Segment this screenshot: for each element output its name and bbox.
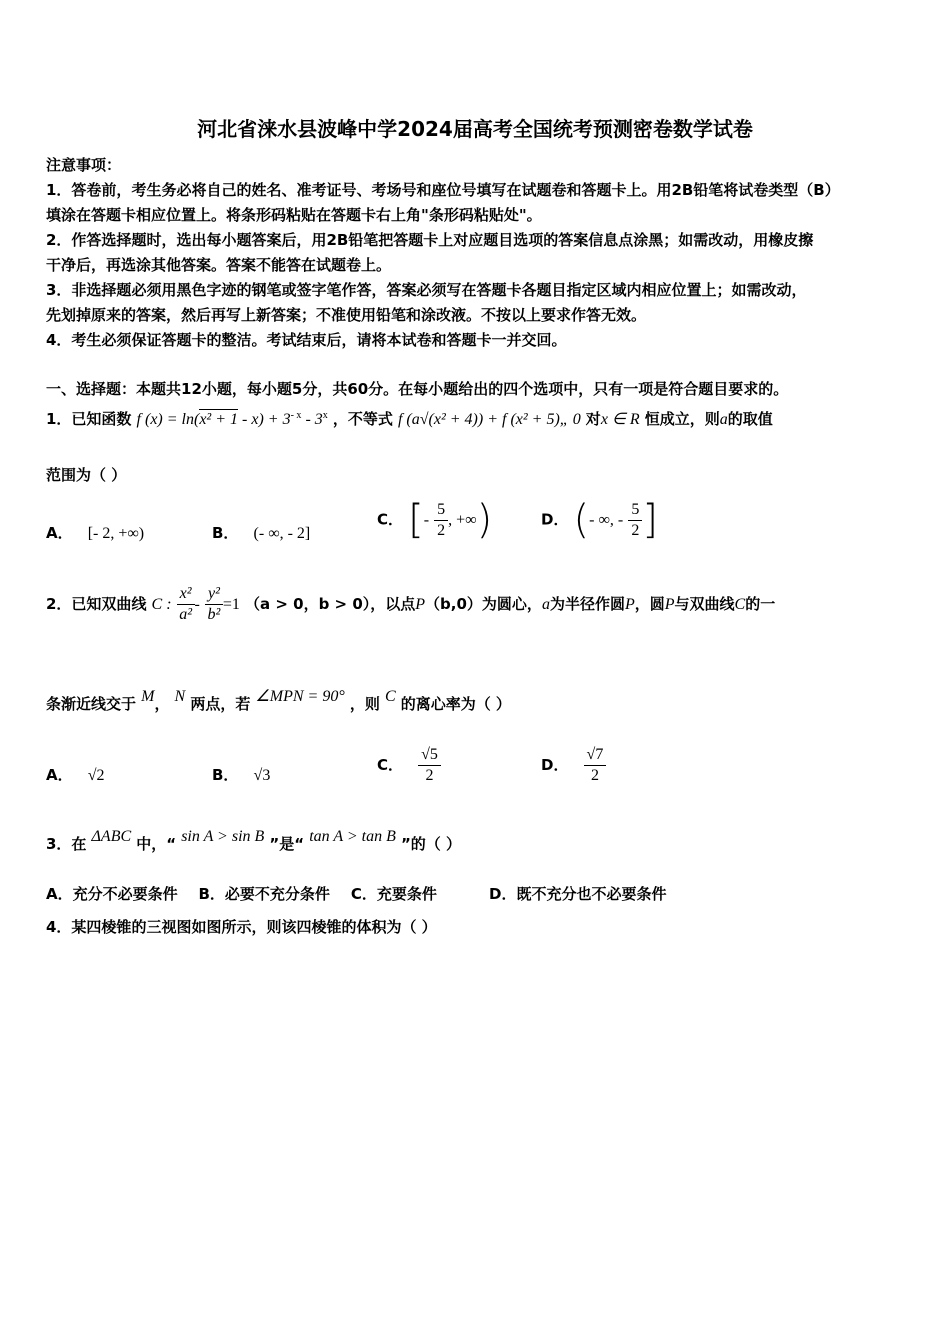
option-label: B． bbox=[212, 524, 239, 542]
q2-eq: =1 bbox=[222, 596, 240, 613]
q3-t1: 中，“ bbox=[136, 835, 177, 853]
page-title: 河北省涞水县波峰中学2024届高考全国统考预测密卷数学试卷 bbox=[197, 117, 753, 141]
q2-c: C bbox=[734, 596, 746, 613]
q2-t6: 的一 bbox=[745, 595, 776, 613]
option-fraction: $\frac{√5}{2}$ bbox=[418, 745, 441, 786]
q2-point: （b,0） bbox=[425, 595, 482, 613]
option-math: (- ∞, - 2] bbox=[253, 525, 311, 542]
q1-exp2: x bbox=[322, 410, 328, 421]
q2-x-frac: $\frac{\text{x²}}{\text{a²}}$ bbox=[177, 584, 195, 625]
q2-l2b: 两点，若 bbox=[190, 695, 251, 713]
q1-x-in-r: x ∈ R bbox=[600, 411, 640, 428]
note-4: 4．考生必须保证答题卡的整洁。考试结束后，请将本试卷和答题卡一并交回。 bbox=[46, 331, 567, 349]
q3-cond2: tan A > tan B bbox=[309, 828, 396, 845]
q3-cond1: sin A > sin B bbox=[181, 828, 265, 845]
q1-option-b[interactable] bbox=[212, 522, 310, 543]
q2-p2: P bbox=[624, 596, 635, 613]
q3-t2: ”是“ bbox=[269, 835, 305, 853]
q1-prefix: 1．已知函数 bbox=[46, 410, 132, 428]
q1-f-rhs: - x) + 3 bbox=[238, 411, 291, 428]
note-2a: 2．作答选择题时，选出每小题答案后，用2B铅笔把答题卡上对应题目选项的答案信息点涂黑；如需改动，用橡皮擦 bbox=[46, 231, 814, 249]
q1-radicand: x² + 1 bbox=[199, 411, 239, 428]
q2-minus: - bbox=[194, 596, 200, 613]
right-bracket: ] bbox=[642, 497, 658, 543]
right-paren: ) bbox=[476, 497, 493, 543]
q2-cond: （a > 0，b > 0），以点 bbox=[245, 595, 416, 613]
note-1b: 填涂在答题卡相应位置上。将条形码粘贴在答题卡右上角"条形码粘贴处"。 bbox=[46, 206, 542, 224]
q2-l2a: 条渐近线交于 bbox=[46, 695, 137, 713]
note-3b: 先划掉原来的答案，然后再写上新答案；不准使用铅笔和涂改液。不按以上要求作答无效。 bbox=[46, 306, 647, 324]
question-2-line1 bbox=[46, 584, 775, 625]
q2-a: a bbox=[541, 596, 550, 613]
question-2-line2 bbox=[46, 686, 511, 714]
option-label: A． bbox=[46, 524, 73, 542]
option-fraction: $\frac{5}{2}$ bbox=[434, 500, 448, 541]
option-math: √2 bbox=[87, 767, 105, 784]
option-post: , +∞ bbox=[448, 511, 477, 529]
q3-triangle: ΔABC bbox=[91, 828, 132, 845]
option-fraction: $\frac{√7}{2}$ bbox=[584, 745, 607, 786]
q2-t3: 为半径作圆 bbox=[549, 595, 625, 613]
note-1a: 1．答卷前，考生务必将自己的姓名、准考证号、考场号和座位号填写在试题卷和答题卡上。用2B铅笔将试卷类型（B） bbox=[46, 181, 840, 199]
q2-c-colon: C : bbox=[151, 596, 172, 613]
q1-cond1: 对 bbox=[585, 410, 601, 428]
option-label: C． bbox=[377, 510, 404, 529]
q2-c2: C bbox=[384, 688, 396, 705]
q1-option-a[interactable] bbox=[46, 522, 144, 543]
q1-tail: 的取值 bbox=[727, 410, 773, 428]
q2-prefix: 2．已知双曲线 bbox=[46, 595, 147, 613]
q2-y-frac: $\frac{\text{y²}}{\text{b²}}$ bbox=[205, 584, 223, 625]
q1-ineq-text: ，不等式 bbox=[332, 410, 393, 428]
q1-exp1: - x bbox=[290, 410, 302, 421]
option-label: C． bbox=[377, 756, 404, 774]
note-3a: 3．非选择题必须用黑色字迹的钢笔或签字笔作答，答案必须写在答题卡各题目指定区域内相应位置上；如需改动， bbox=[46, 281, 807, 299]
question-1-line1 bbox=[46, 408, 773, 429]
left-paren: ( bbox=[573, 497, 590, 543]
option-label: B． bbox=[212, 766, 239, 784]
q2-t4: ，圆 bbox=[634, 595, 665, 613]
section-heading: 一、选择题：本题共12小题，每小题5分，共60分。在每小题给出的四个选项中，只有一项是符合题目要求的。 bbox=[46, 380, 789, 398]
q1-option-c[interactable] bbox=[377, 497, 492, 543]
q2-t2: 为圆心， bbox=[481, 595, 542, 613]
q2-option-c[interactable] bbox=[377, 745, 441, 786]
note-2b: 干净后，再选涂其他答案。答案不能答在试题卷上。 bbox=[46, 256, 392, 274]
q2-angle: ∠MPN = 90° bbox=[255, 688, 345, 705]
option-label: A． bbox=[46, 766, 73, 784]
q2-comma: ， bbox=[154, 695, 170, 713]
option-math: √3 bbox=[253, 767, 271, 784]
q1-option-d[interactable] bbox=[541, 497, 658, 543]
q2-l2d: 的离心率为（ ） bbox=[400, 695, 511, 713]
q3-prefix: 3．在 bbox=[46, 835, 87, 853]
option-math: [- 2, +∞) bbox=[87, 525, 145, 542]
q1-mid: - 3 bbox=[301, 411, 323, 428]
q2-m: M bbox=[141, 688, 155, 705]
q1-f-lhs: f (x) = ln( bbox=[136, 411, 200, 428]
q1-a: a bbox=[719, 411, 728, 428]
option-label: D． bbox=[541, 510, 569, 529]
q2-l2c: ，则 bbox=[349, 695, 380, 713]
q2-option-b[interactable] bbox=[212, 764, 270, 785]
option-pre: - bbox=[423, 511, 430, 529]
q2-option-d[interactable] bbox=[541, 745, 606, 786]
notes-heading: 注意事项： bbox=[46, 156, 122, 174]
option-fraction: $\frac{5}{2}$ bbox=[628, 500, 642, 541]
q2-n: N bbox=[174, 688, 186, 705]
option-label: D． bbox=[541, 756, 569, 774]
q3-t3: ”的（ ） bbox=[400, 835, 462, 853]
left-bracket: [ bbox=[408, 497, 424, 543]
q2-t5: 与双曲线 bbox=[674, 595, 735, 613]
option-pre: - ∞, - bbox=[589, 511, 624, 529]
question-4: 4．某四棱锥的三视图如图所示，则该四棱锥的体积为（ ） bbox=[46, 918, 437, 936]
q2-option-a[interactable] bbox=[46, 764, 104, 785]
q2-p: P bbox=[415, 596, 426, 613]
q2-p3: P bbox=[664, 596, 675, 613]
question-1-line2: 范围为（ ） bbox=[46, 466, 127, 484]
q1-inequality: f (a√(x² + 4)) + f (x² + 5)„ 0 bbox=[397, 411, 581, 428]
q1-cond2: 恒成立，则 bbox=[644, 410, 720, 428]
q3-options[interactable]: A．充分不必要条件 B．必要不充分条件 C．充要条件 D．既不充分也不必要条件 bbox=[46, 885, 667, 903]
question-3 bbox=[46, 828, 461, 854]
